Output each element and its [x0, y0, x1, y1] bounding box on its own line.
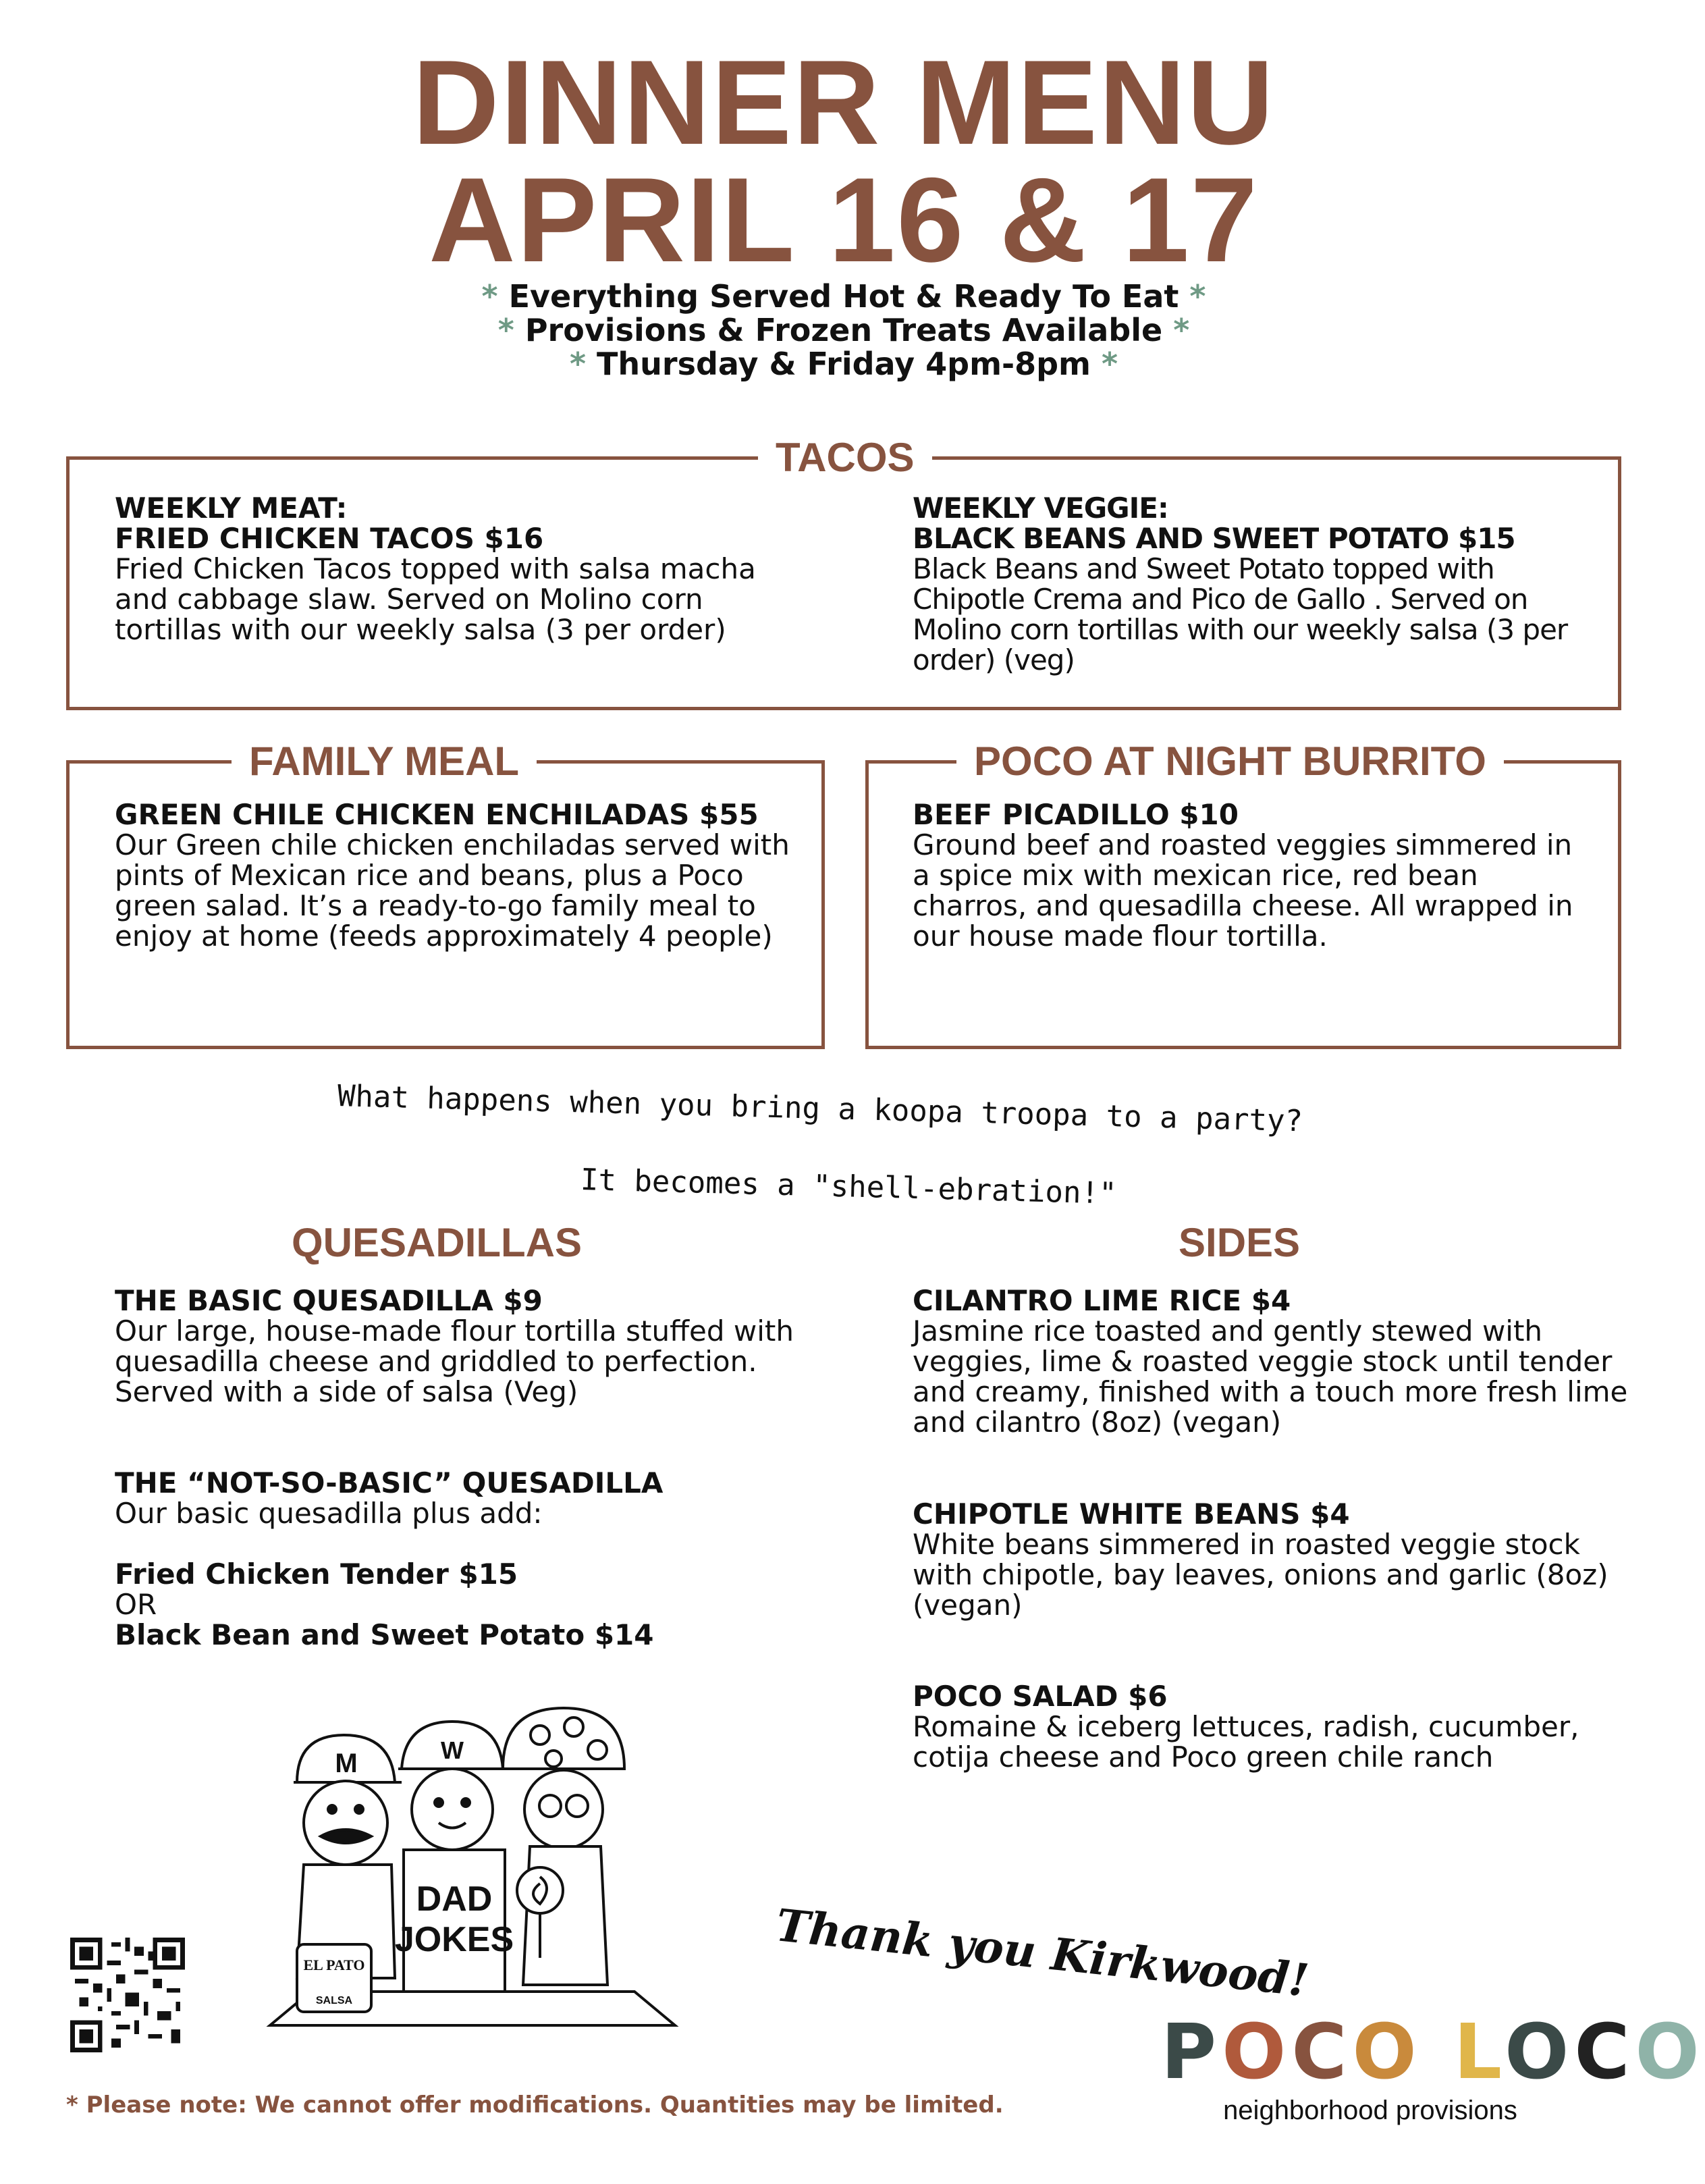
sign-line: JOKES	[394, 1920, 514, 1959]
logo-tagline: neighborhood provisions	[1223, 2096, 1517, 2125]
item-name: FRIED CHICKEN TACOS $16	[115, 522, 544, 555]
item-name: CHIPOTLE WHITE BEANS $4	[913, 1497, 1350, 1530]
section-title: FAMILY MEAL	[232, 738, 537, 785]
sides-title: SIDES	[1179, 1220, 1301, 1265]
note-line: * Provisions & Frozen Treats Available *	[497, 312, 1190, 348]
item-name: POCO SALAD $6	[913, 1680, 1168, 1713]
poco-loco-logo	[1161, 2008, 1705, 2126]
mushroom-cap	[503, 1708, 624, 1769]
cap-letter-w: W	[441, 1736, 464, 1764]
addon-option: Black Bean and Sweet Potato $14	[115, 1618, 654, 1651]
logo-letter: O	[1635, 2008, 1705, 2096]
item-name: BLACK BEANS AND SWEET POTATO $15	[913, 522, 1515, 555]
logo-letter: L	[1453, 2008, 1505, 2096]
thank-you-note: Thank you Kirkwood!	[773, 1898, 1311, 2007]
quesadilla-basic-item	[115, 1285, 817, 1407]
lollipop-icon	[517, 1867, 563, 1913]
item-name: CILANTRO LIME RICE $4	[913, 1284, 1291, 1317]
item-description: Our large, house-made flour tortilla stuffed with quesadilla cheese and griddled to perfection. Served with a side of salsa (Veg)	[115, 1314, 794, 1408]
qr-code-icon[interactable]	[70, 1938, 185, 2052]
quesadillas-title: QUESADILLAS	[292, 1220, 583, 1265]
addon-or: OR	[115, 1588, 157, 1621]
logo-letter: C	[1574, 2008, 1635, 2096]
can-label: EL PATO	[303, 1956, 365, 1973]
menu-date: APRIL 16 & 17	[429, 153, 1259, 287]
dad-jokes-illustration	[256, 1708, 688, 2046]
note-line: * Thursday & Friday 4pm-8pm *	[569, 346, 1118, 382]
side-item	[913, 1499, 1628, 1620]
side-item	[913, 1285, 1628, 1437]
face-right	[524, 1770, 603, 1848]
face-left	[304, 1781, 387, 1865]
logo-letter: C	[1291, 2008, 1353, 2096]
logo-letter	[1422, 2008, 1454, 2096]
cap-letter-m: M	[335, 1749, 358, 1778]
item-description: Black Beans and Sweet Potato topped with Chipotle Crema and Pico de Gallo . Served on Molino corn tortillas with our weekly salsa (3 per order) (veg)	[913, 552, 1568, 676]
item-label: WEEKLY VEGGIE:	[913, 491, 1168, 525]
side-item	[913, 1681, 1628, 1772]
logo-letter: O	[1352, 2008, 1422, 2096]
can-sublabel: SALSA	[315, 1995, 353, 2006]
item-name: THE BASIC QUESADILLA $9	[115, 1284, 543, 1317]
item-description: Jasmine rice toasted and gently stewed with veggies, lime & roasted veggie stock until tender and creamy, finished with a touch more fresh lime and cilantro (8oz) (vegan)	[913, 1314, 1628, 1439]
note-line: * Everything Served Hot & Ready To Eat *	[481, 278, 1206, 315]
footnote: * Please note: We cannot offer modifications. Quantities may be limited.	[66, 2092, 1004, 2119]
item-description: Our Green chile chicken enchiladas served with pints of Mexican rice and beans, plus a Poco green salad. It’s a ready-to-go family meal to enjoy at home (feeds approximately 4 people)	[115, 828, 790, 953]
menu-title: DINNER MENU	[412, 35, 1275, 169]
family-meal-item	[115, 799, 796, 951]
mustache-icon	[321, 1830, 371, 1843]
item-description: Ground beef and roasted veggies simmered in a spice mix with mexican rice, red bean charros, and quesadilla cheese. All wrapped in our house made flour tortilla.	[913, 828, 1573, 953]
burrito-item	[913, 799, 1588, 951]
weekly-veggie-item	[913, 493, 1588, 675]
item-description: White beans simmered in roasted veggie stock with chipotle, bay leaves, onions and garlic (8oz) (vegan)	[913, 1528, 1608, 1622]
item-label: WEEKLY MEAT:	[115, 491, 348, 525]
sign-line: DAD	[416, 1880, 493, 1919]
section-title: POCO AT NIGHT BURRITO	[956, 738, 1504, 785]
item-name: BEEF PICADILLO $10	[913, 798, 1239, 831]
joke-question: What happens when you bring a koopa troopa to a party?	[337, 1079, 1303, 1139]
item-description: Fried Chicken Tacos topped with salsa macha and cabbage slaw. Served on Molino corn tortillas with our weekly salsa (3 per order)	[115, 552, 756, 646]
addon-option: Fried Chicken Tender $15	[115, 1557, 518, 1591]
item-name: THE “NOT-SO-BASIC” QUESADILLA	[115, 1466, 664, 1499]
item-description: Romaine & iceberg lettuces, radish, cucumber, cotija cheese and Poco green chile ranch	[913, 1710, 1579, 1774]
logo-letter: O	[1505, 2008, 1575, 2096]
quesadilla-notbasic-item	[115, 1468, 817, 1650]
logo-letter: O	[1222, 2008, 1292, 2096]
joke-answer: It becomes a "shell-ebration!"	[580, 1163, 1118, 1211]
item-name: GREEN CHILE CHICKEN ENCHILADAS $55	[115, 798, 759, 831]
face-middle	[412, 1769, 493, 1850]
weekly-meat-item	[115, 493, 810, 645]
item-description: Our basic quesadilla plus add:	[115, 1497, 543, 1530]
logo-letter: P	[1161, 2008, 1222, 2096]
logo-wordmark	[1161, 2008, 1705, 2096]
section-title: TACOS	[758, 434, 932, 481]
